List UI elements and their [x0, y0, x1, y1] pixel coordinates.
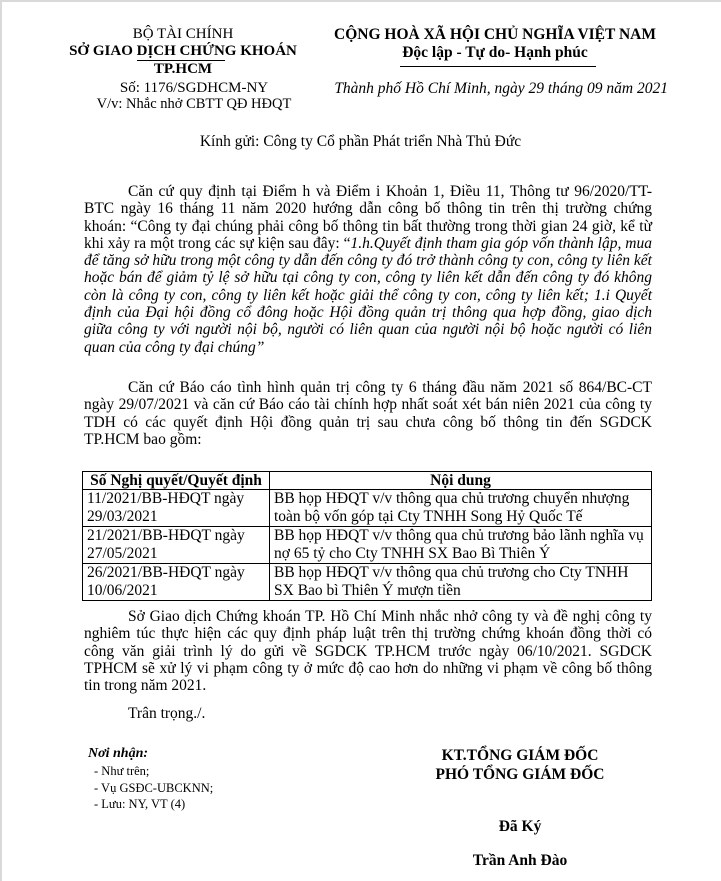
issuer-underline — [137, 60, 225, 61]
ministry-name: BỘ TÀI CHÍNH — [132, 26, 234, 42]
list-item: - Như trên; — [94, 764, 150, 778]
national-header — [325, 26, 665, 62]
paragraph-reports: Căn cứ Báo cáo tình hình quản trị công ty 6 tháng đầu năm 2021 số 864/BC-CT ngày 29/07/2021 và căn cứ Báo cáo tài chính hợp nhất soát xét bán niên 2021 của công ty TDH có các quyết định Hội đồng quản trị sau chưa công bố thông tin đến SGDCK TP.HCM bao gồm: — [84, 379, 652, 448]
resolution-content: BB họp HĐQT v/v thông qua chủ trương chuyển nhượng toàn bộ vốn góp tại Cty TNHH Song Hỷ Quốc Tế — [270, 490, 652, 527]
resolution-content: BB họp HĐQT v/v thông qua chủ trương cho Cty TNHH SX Bao bì Thiên Ý mượn tiền — [270, 564, 652, 601]
signer-name: Trần Anh Đào — [472, 852, 568, 869]
document-date: Thành phố Hồ Chí Minh, ngày 29 tháng 09 năm 2021 — [334, 80, 668, 97]
page-border-top — [0, 0, 721, 2]
document-subject: V/v: Nhắc nhở CBTT QĐ HĐQT — [96, 96, 292, 112]
recipients-list — [94, 763, 213, 813]
list-item: - Vụ GSĐC-UBCKNN; — [94, 780, 214, 795]
document-number: Số: 1176/SGDHCM-NY — [119, 80, 269, 96]
salutation: Kính gửi: Công ty Cổ phần Phát triển Nhà Thủ Đức — [199, 133, 522, 150]
table-row — [83, 490, 652, 527]
table-row — [83, 527, 652, 564]
paragraph-legal-basis — [84, 183, 652, 356]
motto-underline — [400, 66, 596, 67]
nation-name: CỘNG HOÀ XÃ HỘI CHỦ NGHĨA VIỆT NAM — [334, 26, 656, 43]
resolution-content: BB họp HĐQT v/v thông qua chủ trương bảo lãnh nghĩa vụ nợ 65 tỷ cho Cty TNHH SX Bao Bì Thiên Ý — [270, 527, 652, 564]
national-motto: Độc lập - Tự do- Hạnh phúc — [402, 43, 588, 61]
issuer-header — [58, 26, 308, 78]
table-header-row — [83, 472, 652, 490]
resolutions-table — [82, 471, 652, 601]
list-item: - Lưu: NY, VT (4) — [94, 797, 186, 811]
signer-title-secondary: PHÓ TỔNG GIÁM ĐỐC — [435, 766, 605, 783]
column-header-number: Số Nghị quyết/Quyết định — [83, 472, 270, 490]
signed-mark: Đã Ký — [498, 818, 542, 835]
resolution-number: 21/2021/BB-HĐQT ngày 27/05/2021 — [83, 527, 270, 564]
column-header-content: Nội dung — [270, 472, 652, 490]
recipients-title: Nơi nhận: — [88, 746, 149, 761]
table-row — [83, 564, 652, 601]
resolution-number: 26/2021/BB-HĐQT ngày 10/06/2021 — [83, 564, 270, 601]
paragraph-legal-basis-lead: Căn cứ quy định tại Điểm h và Điểm i Khoản 1, Điều 11, Thông tư 96/2020/TT-BTC ngày 16 tháng 11 năm 2020 hướng dẫn công bố thông tin trên thị trường chứng khoán: “Công ty đại chúng phải công bố thông tin bất thường trong thời gian 24 giờ, kể từ khi xảy ra một trong các sự kiện sau đây: “ — [84, 183, 652, 252]
signer-title-primary: KT.TỔNG GIÁM ĐỐC — [441, 747, 599, 764]
legal-quote: 1.h.Quyết định tham gia góp vốn thành lập, mua để tăng sở hữu trong một công ty dẫn đến công ty đó trở thành công ty con, công ty liên kết hoặc bán để giảm tỷ lệ sở hữu tại công ty con, công ty liên kết dẫn đến công ty đó không còn là công ty con, công ty liên kết hoặc giải thể công ty con, công ty liên kết; 1.i Quyết định của Đại hội đồng cổ đông hoặc Hội đồng quản trị thông qua hợp đồng, giao dịch giữa công ty với người nội bộ, người có liên quan của người nội bộ hoặc người có liên quan của công ty đại chúng” — [84, 234, 652, 356]
exchange-name: SỞ GIAO DỊCH CHỨNG KHOÁN TP.HCM — [69, 43, 297, 77]
resolution-number: 11/2021/BB-HĐQT ngày 29/03/2021 — [83, 490, 270, 527]
paragraph-reminder: Sở Giao dịch Chứng khoán TP. Hồ Chí Minh nhắc nhở công ty và đề nghị công ty nghiêm túc thực hiện các quy định pháp luật trên thị trường chứng khoán đồng thời có công văn giải trình lý do gửi về SGDCK TP.HCM trước ngày 06/10/2021. SGDCK TPHCM sẽ xử lý vi phạm công ty ở mức độ cao hơn do những vi phạm về công bố thông tin trong năm 2021. — [84, 608, 652, 695]
closing-line: Trân trọng./. — [128, 705, 206, 722]
